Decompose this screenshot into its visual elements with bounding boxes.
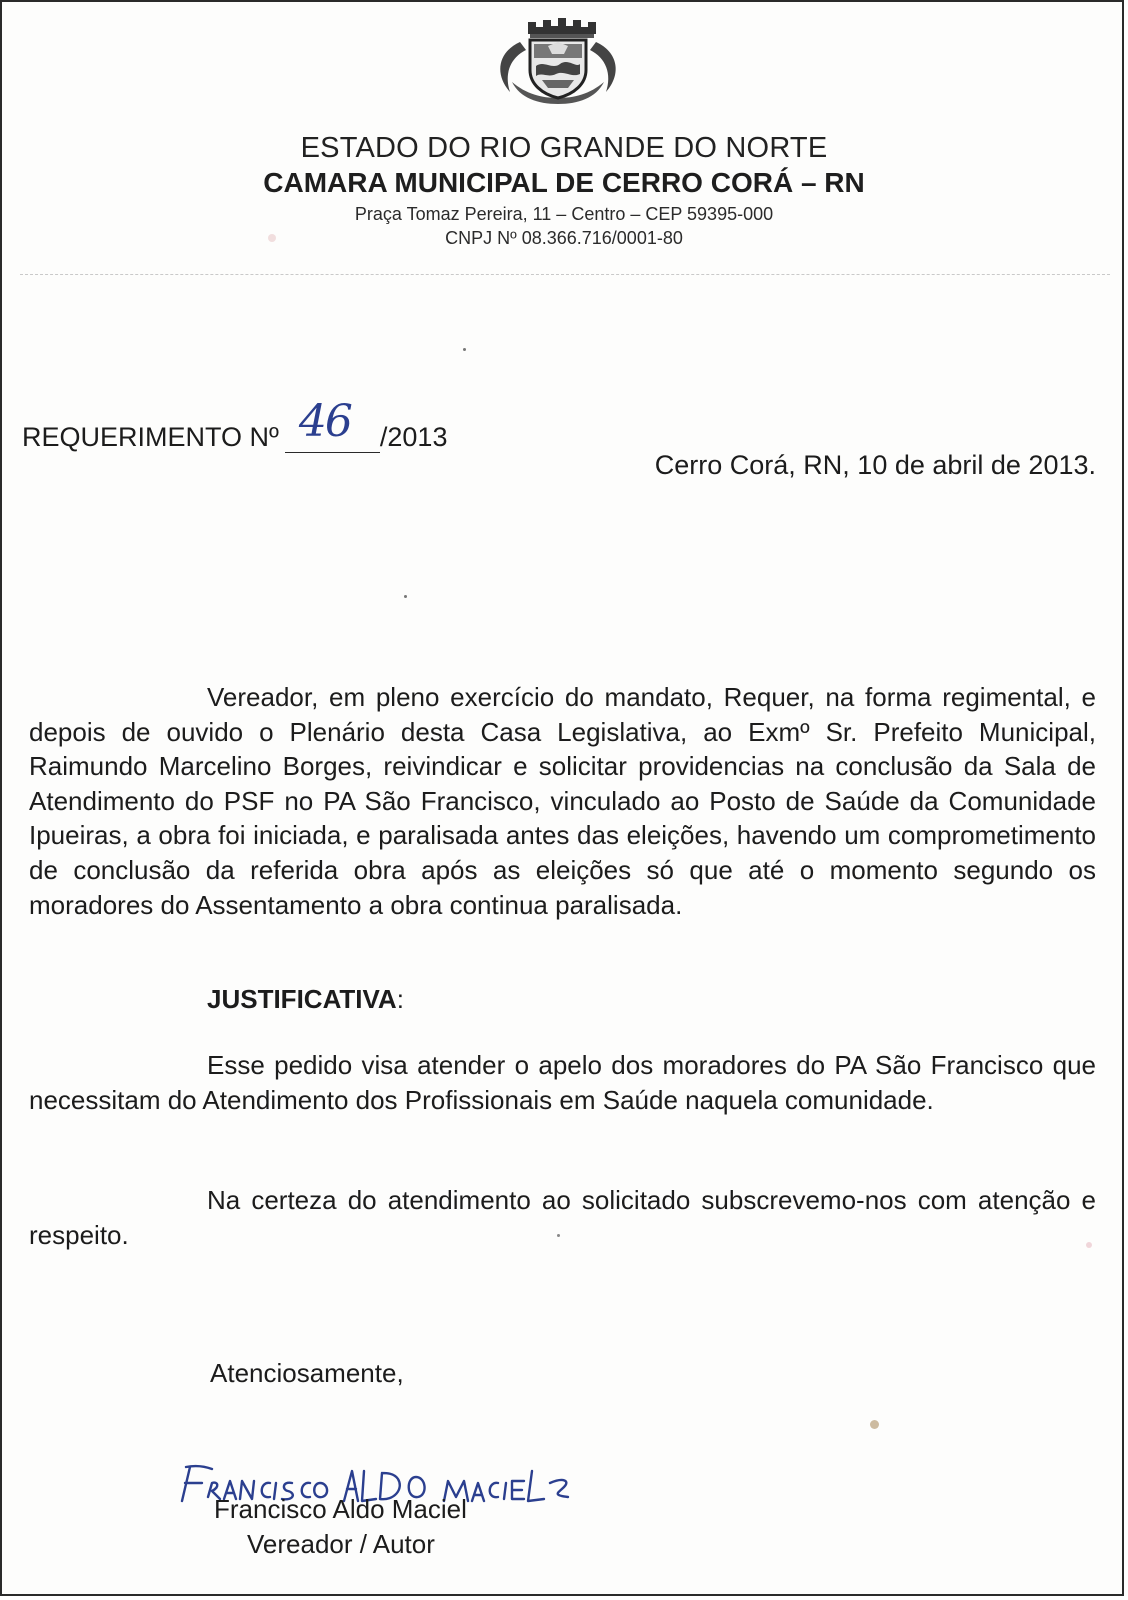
- coat-of-arms-icon: [490, 12, 626, 108]
- date-line: Cerro Corá, RN, 10 de abril de 2013.: [654, 450, 1096, 480]
- header-address: Praça Tomaz Pereira, 11 – Centro – CEP 59395-000: [354, 204, 774, 224]
- request-number-handwritten: 46: [298, 396, 351, 447]
- scan-speck: [557, 1234, 560, 1237]
- justification-heading: [207, 984, 404, 1015]
- request-number-field: [285, 396, 380, 453]
- scan-speck: [404, 595, 407, 598]
- header-chamber-name: CAMARA MUNICIPAL DE CERRO CORÁ – RN: [263, 167, 865, 198]
- header-divider: [20, 274, 1110, 275]
- justification-title: JUSTIFICATIVA: [207, 984, 397, 1014]
- regards-text: Atenciosamente,: [210, 1358, 404, 1388]
- scan-speck: [1086, 1242, 1092, 1248]
- main-paragraph: Vereador, em pleno exercício do mandato, Requer, na forma regimental, e depois de ouvido o Plenário desta Casa Legislativa, ao Exmº Sr. Prefeito Municipal, Raimundo Marcelino Borges, reivindicar e solicitar providencias na conclusão da Sala de Atendimento do PSF no PA São Francisco, vinculado ao Posto de Saúde da Comunidade Ipueiras, a obra foi iniciada, e paralisada antes das eleições, havendo um comprometimento de conclusão da referida obra após as eleições só que até o momento segundo os moradores do Assentamento a obra continua paralisada.: [29, 682, 1096, 920]
- scan-speck: [870, 1420, 879, 1429]
- signer-role: Vereador / Autor: [247, 1529, 435, 1559]
- justification-colon: :: [396, 984, 404, 1014]
- closing-paragraph: Na certeza do atendimento ao solicitado subscrevemo-nos com atenção e respeito.: [29, 1185, 1096, 1250]
- scan-speck: [268, 234, 276, 242]
- request-label: REQUERIMENTO Nº: [22, 422, 279, 452]
- signer-name: Francisco Aldo Maciel: [214, 1494, 467, 1524]
- header-cnpj: CNPJ Nº 08.366.716/0001-80: [445, 228, 683, 248]
- justification-paragraph: Esse pedido visa atender o apelo dos moradores do PA São Francisco que necessitam do Atendimento dos Profissionais em Saúde naquela comunidade.: [29, 1050, 1096, 1115]
- scan-speck: [463, 348, 466, 351]
- request-number-line: [22, 396, 448, 453]
- header-state: ESTADO DO RIO GRANDE DO NORTE: [300, 132, 828, 164]
- request-year: /2013: [379, 422, 448, 452]
